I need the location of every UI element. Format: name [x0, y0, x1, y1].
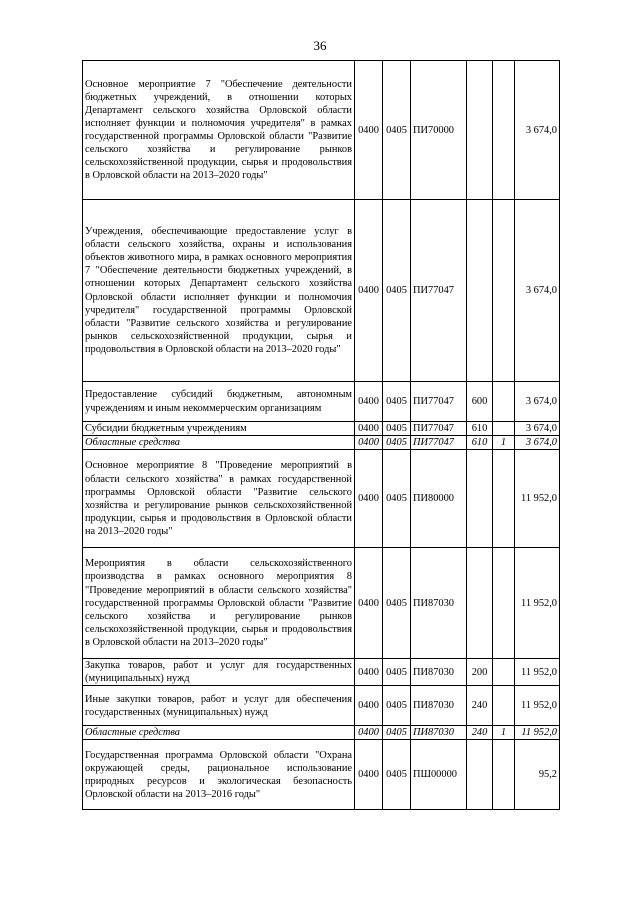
table-row-subsection: 0405 [383, 659, 411, 686]
table-row-expense-type [467, 200, 493, 382]
table-row-section: 0400 [355, 436, 383, 450]
table-row-amount: 3 674,0 [515, 200, 560, 382]
table-row-name: Мероприятия в области сельскохозяйственного производства в рамках основного мероприятия 8 "Проведение мероприятий в области сельского хозяйства" государственной программы Орловской области "Развитие сельского хозяйства и регулирование рынков сельскохозяйственной продукции, сырья и продовольствия в Орловской области на 2013–2020 годы" [83, 548, 355, 659]
table-row-expense-type [467, 61, 493, 200]
table-row-source [493, 61, 515, 200]
table-row-amount: 3 674,0 [515, 382, 560, 422]
table-row-expense-type: 610 [467, 436, 493, 450]
table-row-expense-type [467, 548, 493, 659]
table-row-subsection: 0405 [383, 61, 411, 200]
table-row-subsection: 0405 [383, 726, 411, 740]
table-row-target-article: ПИ87030 [411, 726, 467, 740]
table-row-source: 1 [493, 726, 515, 740]
table-row-source [493, 450, 515, 548]
table-row-amount: 11 952,0 [515, 686, 560, 726]
table-row [83, 740, 560, 810]
table-row-name: Предоставление субсидий бюджетным, автономным учреждениям и иным некоммерческим организациям [83, 382, 355, 422]
table-row-amount: 3 674,0 [515, 436, 560, 450]
table-row [83, 200, 560, 382]
table-row-name: Учреждения, обеспечивающие предоставление услуг в области сельского хозяйства, охраны и использования объектов животного мира, в рамках основного мероприятия 7 "Обеспечение деятельности бюджетных учреждений, в отношении которых Департамент сельского хозяйства Орловской области исполняет функции и полномочия учредителя" государственной программы Орловской области "Развитие сельского хозяйства и регулирование рынков сельскохозяйственной продукции, сырья и продовольствия в Орловской области на 2013–2020 годы" [83, 200, 355, 382]
table-row-target-article: ПИ87030 [411, 686, 467, 726]
table-row-section: 0400 [355, 422, 383, 436]
table-row [83, 726, 560, 740]
table-row-amount: 3 674,0 [515, 61, 560, 200]
table-row [83, 686, 560, 726]
table-row-target-article: ПИ77047 [411, 382, 467, 422]
table-row-section: 0400 [355, 382, 383, 422]
table-row-target-article: ПИ77047 [411, 200, 467, 382]
table-row-section: 0400 [355, 740, 383, 810]
table-row [83, 548, 560, 659]
table-row-expense-type [467, 450, 493, 548]
table-row-amount: 11 952,0 [515, 659, 560, 686]
table-row-target-article: ПИ77047 [411, 436, 467, 450]
table-row-target-article: ПИ77047 [411, 422, 467, 436]
table-row-source: 1 [493, 436, 515, 450]
table-row-name: Основное мероприятие 7 "Обеспечение деятельности бюджетных учреждений, в отношении которых Департамент сельского хозяйства Орловской области исполняет функции и полномочия учредителя" в рамках государственной программы Орловской области "Развитие сельского хозяйства и регулирование рынков сельскохозяйственной продукции, сырья и продовольствия в Орловской области на 2013–2020 годы" [83, 61, 355, 200]
table-row [83, 659, 560, 686]
table-row-amount: 11 952,0 [515, 726, 560, 740]
table-row [83, 450, 560, 548]
table-row-section: 0400 [355, 200, 383, 382]
table-row-subsection: 0405 [383, 450, 411, 548]
table-row-target-article: ПИ70000 [411, 61, 467, 200]
table-row-subsection: 0405 [383, 382, 411, 422]
table-row-source [493, 686, 515, 726]
table-row-expense-type: 240 [467, 726, 493, 740]
table-row-target-article: ПШ00000 [411, 740, 467, 810]
table-row-source [493, 740, 515, 810]
table-row-source [493, 422, 515, 436]
table-row-name: Субсидии бюджетным учреждениям [83, 422, 355, 436]
table-row-section: 0400 [355, 726, 383, 740]
table-row-expense-type: 600 [467, 382, 493, 422]
table-row-source [493, 548, 515, 659]
table-row-source [493, 382, 515, 422]
table-row [83, 422, 560, 436]
table-row-amount: 3 674,0 [515, 422, 560, 436]
table-row-name: Иные закупки товаров, работ и услуг для обеспечения государственных (муниципальных) нужд [83, 686, 355, 726]
table-row-amount: 95,2 [515, 740, 560, 810]
budget-table [82, 60, 560, 810]
table-row-target-article: ПИ80000 [411, 450, 467, 548]
table-row-expense-type: 240 [467, 686, 493, 726]
table-row-name: Областные средства [83, 726, 355, 740]
table-row-name: Областные средства [83, 436, 355, 450]
table-row-expense-type: 610 [467, 422, 493, 436]
table-row-expense-type [467, 740, 493, 810]
table-row-subsection: 0405 [383, 740, 411, 810]
table-row-source [493, 200, 515, 382]
table-row-section: 0400 [355, 686, 383, 726]
table-row-subsection: 0405 [383, 548, 411, 659]
table-row-name: Закупка товаров, работ и услуг для государственных (муниципальных) нужд [83, 659, 355, 686]
table-row-subsection: 0405 [383, 436, 411, 450]
page-number: 36 [313, 38, 327, 53]
table-row-section: 0400 [355, 450, 383, 548]
table-row-amount: 11 952,0 [515, 450, 560, 548]
table-row-section: 0400 [355, 61, 383, 200]
table-row [83, 61, 560, 200]
table-row-amount: 11 952,0 [515, 548, 560, 659]
table-row-subsection: 0405 [383, 200, 411, 382]
table-row-name: Государственная программа Орловской области "Охрана окружающей среды, рациональное использование природных ресурсов и экологическая безопасность Орловской области на 2013–2016 годы" [83, 740, 355, 810]
table-row-section: 0400 [355, 548, 383, 659]
table-row-target-article: ПИ87030 [411, 659, 467, 686]
table-row-expense-type: 200 [467, 659, 493, 686]
table-row-subsection: 0405 [383, 686, 411, 726]
table-row-name: Основное мероприятие 8 "Проведение мероприятий в области сельского хозяйства" в рамках государственной программы Орловской области "Развитие сельского хозяйства и регулирование рынков сельскохозяйственной продукции, сырья и продовольствия в Орловской области на 2013–2020 годы" [83, 450, 355, 548]
table-row [83, 382, 560, 422]
table-row-subsection: 0405 [383, 422, 411, 436]
table-row-source [493, 659, 515, 686]
table-row-section: 0400 [355, 659, 383, 686]
table-row-target-article: ПИ87030 [411, 548, 467, 659]
table-row [83, 436, 560, 450]
